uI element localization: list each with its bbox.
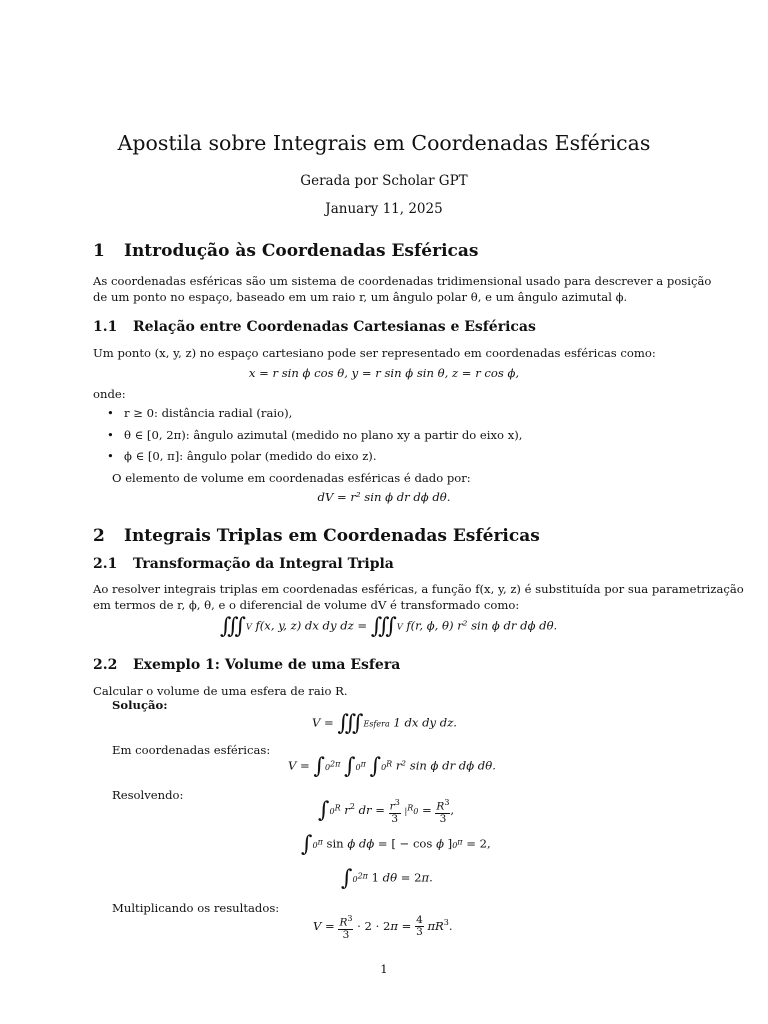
azimuthal-integral: $\int 0^{2\pi}$ 1 dθ = 2π. <box>341 866 433 891</box>
section-title: Integrais Triplas em Coordenadas Esféricas <box>124 526 540 546</box>
section-title: Introdução às Coordenadas Esféricas <box>124 241 479 261</box>
bullet-text: r ≥ 0: distância radial (raio), <box>124 406 293 420</box>
bullet-text: ϕ ∈ [0, π]: ângulo polar (medido do eixo z). <box>124 449 377 463</box>
bullet-icon: • <box>107 428 114 442</box>
subsection-title: Exemplo 1: Volume de uma Esfera <box>133 657 401 673</box>
bullet-item <box>107 428 522 442</box>
subsection-number: 2.1 <box>93 556 118 572</box>
bullet-icon: • <box>107 449 114 463</box>
subsection-1-1-heading <box>93 319 536 335</box>
subsection-number: 1.1 <box>93 319 118 335</box>
integral-domain: V <box>246 622 252 632</box>
sphere-volume-integral <box>312 711 457 736</box>
polar-integral: $\int 0^\pi$ sin ϕ dϕ = [ − cos ϕ ]$0^\pi = 2$, <box>301 832 491 857</box>
volume-element-equation: dV = r² sin ϕ dr dϕ dθ. <box>317 490 451 504</box>
paragraph-line: Ao resolver integrais triplas em coordenadas esféricas, a função f(x, y, z) é substituída por sua parametrização <box>93 582 744 596</box>
subsection-2-2-heading <box>93 657 400 673</box>
subsection-title: Transformação da Integral Tripla <box>133 556 394 572</box>
integral-limits: $0^{2\pi}$ <box>324 758 341 772</box>
integrand-right: f(r, ϕ, θ) r² sin ϕ dr dϕ dθ. <box>406 618 558 633</box>
radial-integral: $\int 0^R$ $r^2$ dr = $\frac{r^3}{3}$ $|^R0$ = $\frac{R^3}{3}$ , <box>318 798 455 825</box>
paragraph: Um ponto (x, y, z) no espaço cartesiano pode ser representado em coordenadas esféricas como: <box>93 346 656 360</box>
section-2-heading <box>93 526 540 546</box>
triple-integral-sign: ∭ <box>337 711 364 736</box>
section-number: 1 <box>93 241 105 261</box>
final-volume-equation: V = $\frac{R^3}{3}$ · 2 · 2π = $\frac{4}{3}$ $\pi R^3$. <box>313 914 453 941</box>
integrand-left: f(x, y, z) dx dy dz = <box>255 618 368 633</box>
integral-sign: ∫ <box>369 754 382 779</box>
solution-label: Solução: <box>112 698 168 712</box>
example-statement: Calcular o volume de uma esfera de raio R. <box>93 684 348 698</box>
integral-sign: ∫ <box>344 754 356 779</box>
page-number: 1 <box>380 962 388 976</box>
subsection-number: 2.2 <box>93 657 118 673</box>
paragraph: Resolvendo: <box>112 788 184 802</box>
coordinate-equation: x = r sin ϕ cos θ, y = r sin ϕ sin θ, z = r cos ϕ, <box>248 366 520 380</box>
paragraph-line: em termos de r, ϕ, θ, e o diferencial de volume dV é transformado como: <box>93 598 520 612</box>
triple-integral-sign: ∭ <box>220 614 247 639</box>
onde-label: onde: <box>93 387 126 401</box>
integral-limits: $0^\pi$ <box>355 758 366 772</box>
equation-rhs: r² sin ϕ dr dϕ dθ. <box>395 758 496 773</box>
bullet-text: θ ∈ [0, 2π): ângulo azimutal (medido no plano xy a partir do eixo x), <box>124 428 523 442</box>
document-author: Gerada por Scholar GPT <box>300 173 468 189</box>
bullet-item <box>107 449 377 463</box>
equation-lhs: V = <box>312 715 334 730</box>
subsection-2-1-heading <box>93 556 394 572</box>
section-number: 2 <box>93 526 105 546</box>
paragraph: Multiplicando os resultados: <box>112 901 280 915</box>
section-1-intro-line-1: As coordenadas esféricas são um sistema de coordenadas tridimensional usado para descrever a posição <box>93 274 712 288</box>
bullet-icon: • <box>107 406 114 420</box>
spherical-volume-integral <box>288 754 496 779</box>
triple-integral-transformation <box>220 614 557 639</box>
paragraph: O elemento de volume em coordenadas esféricas é dado por: <box>112 471 471 485</box>
document-date: January 11, 2025 <box>325 201 443 217</box>
triple-integral-sign: ∭ <box>370 614 397 639</box>
integral-domain: Esfera <box>363 719 390 729</box>
paragraph: Em coordenadas esféricas: <box>112 743 271 757</box>
section-1-heading <box>93 241 478 261</box>
integral-domain: V <box>396 622 403 632</box>
bullet-item <box>107 406 292 420</box>
integral-limits: $0^R$ <box>381 758 393 772</box>
integral-sign: ∫ <box>313 754 325 779</box>
subsection-title: Relação entre Coordenadas Cartesianas e Esféricas <box>133 319 536 335</box>
section-1-intro-line-2: de um ponto no espaço, baseado em um raio r, um ângulo polar θ, e um ângulo azimutal ϕ. <box>93 290 628 304</box>
equation-rhs: 1 dx dy dz. <box>393 715 457 730</box>
equation-lhs: V = <box>288 758 310 773</box>
document-title: Apostila sobre Integrais em Coordenadas Esféricas <box>117 131 651 155</box>
